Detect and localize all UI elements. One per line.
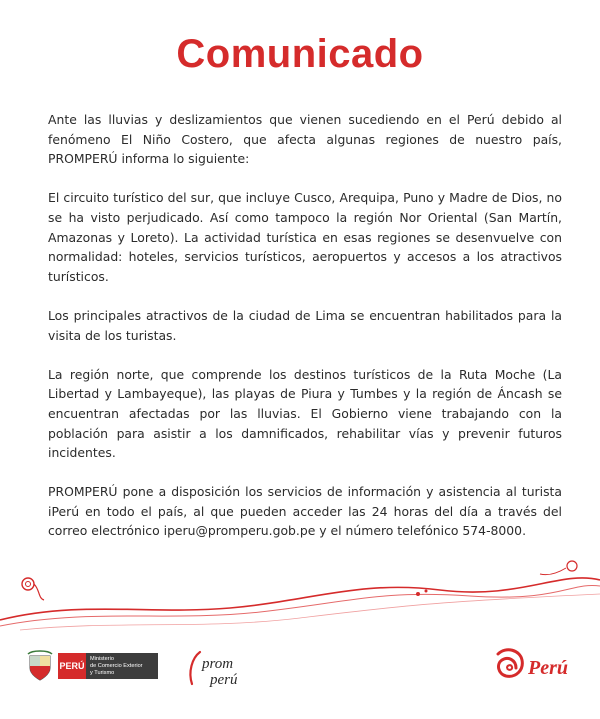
peru-label-box: PERÚ (58, 653, 86, 679)
decorative-swoosh (0, 560, 600, 640)
ministry-line: y Turismo (90, 669, 115, 676)
promperu-logo (186, 646, 252, 692)
paragraph-iperu-contact: PROMPERÚ pone a disposición los servicios de información y asistencia al turista iPerú en todo el país, al que pueden acceder las 24 horas del día a través del correo electrónico iperu@promperu.gob.pe y el número telefónico 574-8000. (48, 484, 562, 539)
page-title: Comunicado (176, 32, 424, 76)
paragraph-north-region: La región norte, que comprende los destinos turísticos de la Ruta Moche (La Libertad y Lambayeque), las playas de Piura y Tumbes y la región de Áncash se encuentran afectadas por las lluvias. El Gobierno viene trabajando con la población para asistir a los damnificados, rehabilitar vías y prevenir futuros incidentes. (48, 366, 562, 461)
ministry-line: de Comercio Exterior (90, 662, 143, 669)
ministry-name (86, 653, 158, 679)
coat-of-arms-icon (26, 650, 54, 682)
paragraph-south-circuit: El circuito turístico del sur, que incluye Cusco, Arequipa, Puno y Madre de Dios, no se ha visto perjudicado. Así como tampoco la región Nor Oriental (San Martín, Amazonas y Loreto). La actividad turística en esas regiones se desenvuelve con normalidad: hoteles, servicios turísticos, aeropuertos y accesos a los atractivos turísticos. (48, 190, 562, 284)
peru-brand-text: Perú (528, 657, 568, 679)
ministry-logo (26, 650, 158, 682)
announcement-body (48, 110, 562, 561)
promperu-logo-line1: prom (202, 656, 234, 672)
promperu-logo-line2: perú (210, 672, 238, 688)
paragraph-intro: Ante las lluvias y deslizamientos que vienen sucediendo en el Perú debido al fenómeno El Niño Costero, que afecta algunas regiones de nuestro país, PROMPERÚ informa lo siguiente: (48, 112, 562, 167)
paragraph-lima: Los principales atractivos de la ciudad de Lima se encuentran habilitados para la visita de los turistas. (48, 307, 562, 343)
ministry-line: Ministerio (90, 655, 114, 662)
marca-peru-logo (492, 640, 582, 690)
